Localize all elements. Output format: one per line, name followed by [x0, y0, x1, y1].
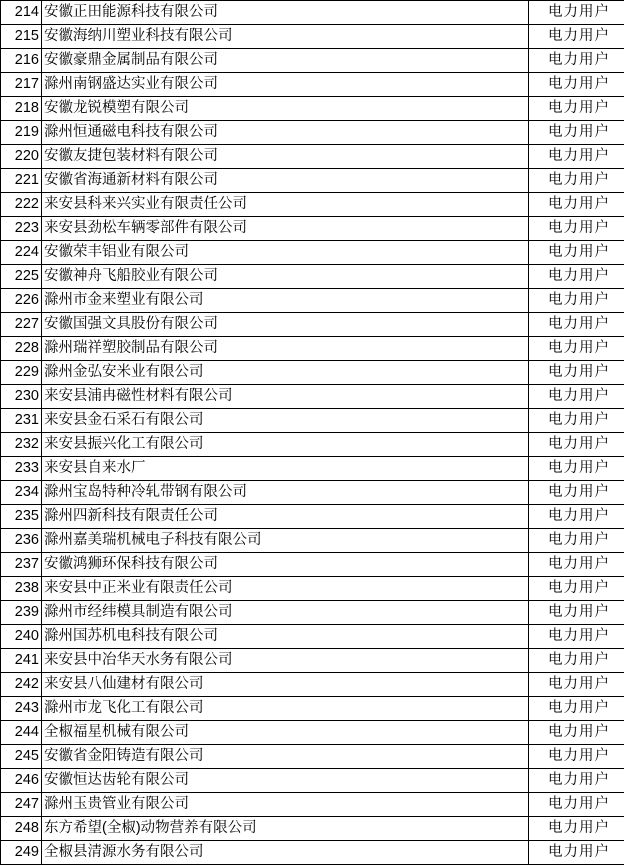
table-body	[1, 1, 624, 865]
company-name-cell[interactable]: 来安县八仙建材有限公司	[42, 673, 529, 697]
company-name-cell[interactable]: 安徽国强文具股份有限公司	[42, 313, 529, 337]
company-name-cell[interactable]: 来安县中冶华天水务有限公司	[42, 649, 529, 673]
row-index-cell: 217	[1, 73, 42, 97]
company-name-cell[interactable]: 滁州嘉美瑞机械电子科技有限公司	[42, 529, 529, 553]
user-type-cell: 电力用户	[529, 625, 624, 649]
table-row[interactable]	[1, 577, 624, 601]
table-row[interactable]	[1, 1, 624, 25]
user-type-cell: 电力用户	[529, 649, 624, 673]
row-index-cell: 249	[1, 841, 42, 865]
user-type-cell: 电力用户	[529, 769, 624, 793]
company-name-cell[interactable]: 滁州四新科技有限责任公司	[42, 505, 529, 529]
row-index-cell: 221	[1, 169, 42, 193]
table-row[interactable]	[1, 97, 624, 121]
row-index-cell: 240	[1, 625, 42, 649]
row-index-cell: 222	[1, 193, 42, 217]
user-type-cell: 电力用户	[529, 841, 624, 865]
company-name-cell[interactable]: 来安县浦冉磁性材料有限公司	[42, 385, 529, 409]
table-row[interactable]	[1, 313, 624, 337]
table-row[interactable]	[1, 49, 624, 73]
table-row[interactable]	[1, 697, 624, 721]
row-index-cell: 238	[1, 577, 42, 601]
user-type-cell: 电力用户	[529, 337, 624, 361]
company-name-cell[interactable]: 滁州市经纬模具制造有限公司	[42, 601, 529, 625]
table-row[interactable]	[1, 625, 624, 649]
user-type-cell: 电力用户	[529, 73, 624, 97]
table-row[interactable]	[1, 217, 624, 241]
row-index-cell: 243	[1, 697, 42, 721]
row-index-cell: 215	[1, 25, 42, 49]
row-index-cell: 234	[1, 481, 42, 505]
user-type-cell: 电力用户	[529, 721, 624, 745]
table-row[interactable]	[1, 481, 624, 505]
user-type-cell: 电力用户	[529, 793, 624, 817]
table-row[interactable]	[1, 841, 624, 865]
user-type-cell: 电力用户	[529, 241, 624, 265]
company-name-cell[interactable]: 滁州南钢盛达实业有限公司	[42, 73, 529, 97]
company-name-cell[interactable]: 滁州金弘安米业有限公司	[42, 361, 529, 385]
table-row[interactable]	[1, 25, 624, 49]
company-name-cell[interactable]: 来安县金石采石有限公司	[42, 409, 529, 433]
row-index-cell: 228	[1, 337, 42, 361]
company-name-cell[interactable]: 滁州玉贵管业有限公司	[42, 793, 529, 817]
table-row[interactable]	[1, 649, 624, 673]
row-index-cell: 224	[1, 241, 42, 265]
user-type-cell: 电力用户	[529, 193, 624, 217]
company-name-cell[interactable]: 安徽恒达齿轮有限公司	[42, 769, 529, 793]
company-name-cell[interactable]: 全椒福星机械有限公司	[42, 721, 529, 745]
row-index-cell: 236	[1, 529, 42, 553]
table-row[interactable]	[1, 145, 624, 169]
table-row[interactable]	[1, 769, 624, 793]
table-row[interactable]	[1, 121, 624, 145]
company-name-cell[interactable]: 安徽鸿狮环保科技有限公司	[42, 553, 529, 577]
row-index-cell: 214	[1, 1, 42, 25]
company-name-cell[interactable]: 全椒县清源水务有限公司	[42, 841, 529, 865]
user-type-cell: 电力用户	[529, 673, 624, 697]
user-type-cell: 电力用户	[529, 169, 624, 193]
row-index-cell: 244	[1, 721, 42, 745]
row-index-cell: 225	[1, 265, 42, 289]
table-row[interactable]	[1, 529, 624, 553]
table-row[interactable]	[1, 433, 624, 457]
company-name-cell[interactable]: 滁州国苏机电科技有限公司	[42, 625, 529, 649]
user-type-cell: 电力用户	[529, 313, 624, 337]
row-index-cell: 239	[1, 601, 42, 625]
company-name-cell[interactable]: 安徽荣丰铝业有限公司	[42, 241, 529, 265]
row-index-cell: 219	[1, 121, 42, 145]
row-index-cell: 232	[1, 433, 42, 457]
user-type-cell: 电力用户	[529, 25, 624, 49]
user-type-cell: 电力用户	[529, 49, 624, 73]
table-row[interactable]	[1, 505, 624, 529]
row-index-cell: 226	[1, 289, 42, 313]
user-type-cell: 电力用户	[529, 481, 624, 505]
user-type-cell: 电力用户	[529, 817, 624, 841]
company-name-cell[interactable]: 来安县振兴化工有限公司	[42, 433, 529, 457]
row-index-cell: 220	[1, 145, 42, 169]
company-name-cell[interactable]: 来安县自来水厂	[42, 457, 529, 481]
table-row[interactable]	[1, 457, 624, 481]
row-index-cell: 229	[1, 361, 42, 385]
row-index-cell: 216	[1, 49, 42, 73]
company-name-cell[interactable]: 来安县科来兴实业有限责任公司	[42, 193, 529, 217]
table-row[interactable]	[1, 553, 624, 577]
row-index-cell: 245	[1, 745, 42, 769]
table-row[interactable]	[1, 361, 624, 385]
user-type-cell: 电力用户	[529, 433, 624, 457]
company-name-cell[interactable]: 安徽友捷包装材料有限公司	[42, 145, 529, 169]
user-type-cell: 电力用户	[529, 361, 624, 385]
user-type-cell: 电力用户	[529, 217, 624, 241]
company-name-cell[interactable]: 滁州恒通磁电科技有限公司	[42, 121, 529, 145]
user-type-cell: 电力用户	[529, 121, 624, 145]
company-name-cell[interactable]: 来安县中正米业有限责任公司	[42, 577, 529, 601]
company-name-cell[interactable]: 安徽龙锐模塑有限公司	[42, 97, 529, 121]
table-row[interactable]	[1, 721, 624, 745]
table-row[interactable]	[1, 793, 624, 817]
row-index-cell: 218	[1, 97, 42, 121]
user-type-cell: 电力用户	[529, 97, 624, 121]
row-index-cell: 230	[1, 385, 42, 409]
table-row[interactable]	[1, 289, 624, 313]
row-index-cell: 237	[1, 553, 42, 577]
user-type-cell: 电力用户	[529, 553, 624, 577]
table-row[interactable]	[1, 385, 624, 409]
table-row[interactable]	[1, 193, 624, 217]
user-type-cell: 电力用户	[529, 289, 624, 313]
table-row[interactable]	[1, 337, 624, 361]
user-type-cell: 电力用户	[529, 409, 624, 433]
row-index-cell: 231	[1, 409, 42, 433]
user-type-cell: 电力用户	[529, 1, 624, 25]
user-type-cell: 电力用户	[529, 529, 624, 553]
company-name-cell[interactable]: 安徽豪鼎金属制品有限公司	[42, 49, 529, 73]
company-name-cell[interactable]: 滁州市龙飞化工有限公司	[42, 697, 529, 721]
user-type-cell: 电力用户	[529, 505, 624, 529]
row-index-cell: 242	[1, 673, 42, 697]
user-type-cell: 电力用户	[529, 145, 624, 169]
user-type-cell: 电力用户	[529, 265, 624, 289]
table-row[interactable]	[1, 817, 624, 841]
row-index-cell: 248	[1, 817, 42, 841]
company-name-cell[interactable]: 来安县劲松车辆零部件有限公司	[42, 217, 529, 241]
table-row[interactable]	[1, 673, 624, 697]
company-name-cell[interactable]: 安徽省海通新材料有限公司	[42, 169, 529, 193]
company-name-cell[interactable]: 滁州宝岛特种冷轧带钢有限公司	[42, 481, 529, 505]
table-row[interactable]	[1, 409, 624, 433]
row-index-cell: 241	[1, 649, 42, 673]
table-row[interactable]	[1, 169, 624, 193]
row-index-cell: 223	[1, 217, 42, 241]
table-row[interactable]	[1, 241, 624, 265]
company-name-cell[interactable]: 安徽省金阳铸造有限公司	[42, 745, 529, 769]
user-type-cell: 电力用户	[529, 577, 624, 601]
user-type-cell: 电力用户	[529, 697, 624, 721]
row-index-cell: 227	[1, 313, 42, 337]
user-type-cell: 电力用户	[529, 385, 624, 409]
row-index-cell: 235	[1, 505, 42, 529]
company-name-cell[interactable]: 安徽神舟飞船胶业有限公司	[42, 265, 529, 289]
company-name-cell[interactable]: 滁州瑞祥塑胶制品有限公司	[42, 337, 529, 361]
company-name-cell[interactable]: 滁州市金来塑业有限公司	[42, 289, 529, 313]
company-name-cell[interactable]: 安徽正田能源科技有限公司	[42, 1, 529, 25]
row-index-cell: 233	[1, 457, 42, 481]
row-index-cell: 246	[1, 769, 42, 793]
company-name-cell[interactable]: 东方希望(全椒)动物营养有限公司	[42, 817, 529, 841]
row-index-cell: 247	[1, 793, 42, 817]
table-row[interactable]	[1, 601, 624, 625]
company-name-cell[interactable]: 安徽海纳川塑业科技有限公司	[42, 25, 529, 49]
user-type-cell: 电力用户	[529, 745, 624, 769]
table-row[interactable]	[1, 745, 624, 769]
table-row[interactable]	[1, 73, 624, 97]
user-type-cell: 电力用户	[529, 601, 624, 625]
user-type-cell: 电力用户	[529, 457, 624, 481]
table-row[interactable]	[1, 265, 624, 289]
